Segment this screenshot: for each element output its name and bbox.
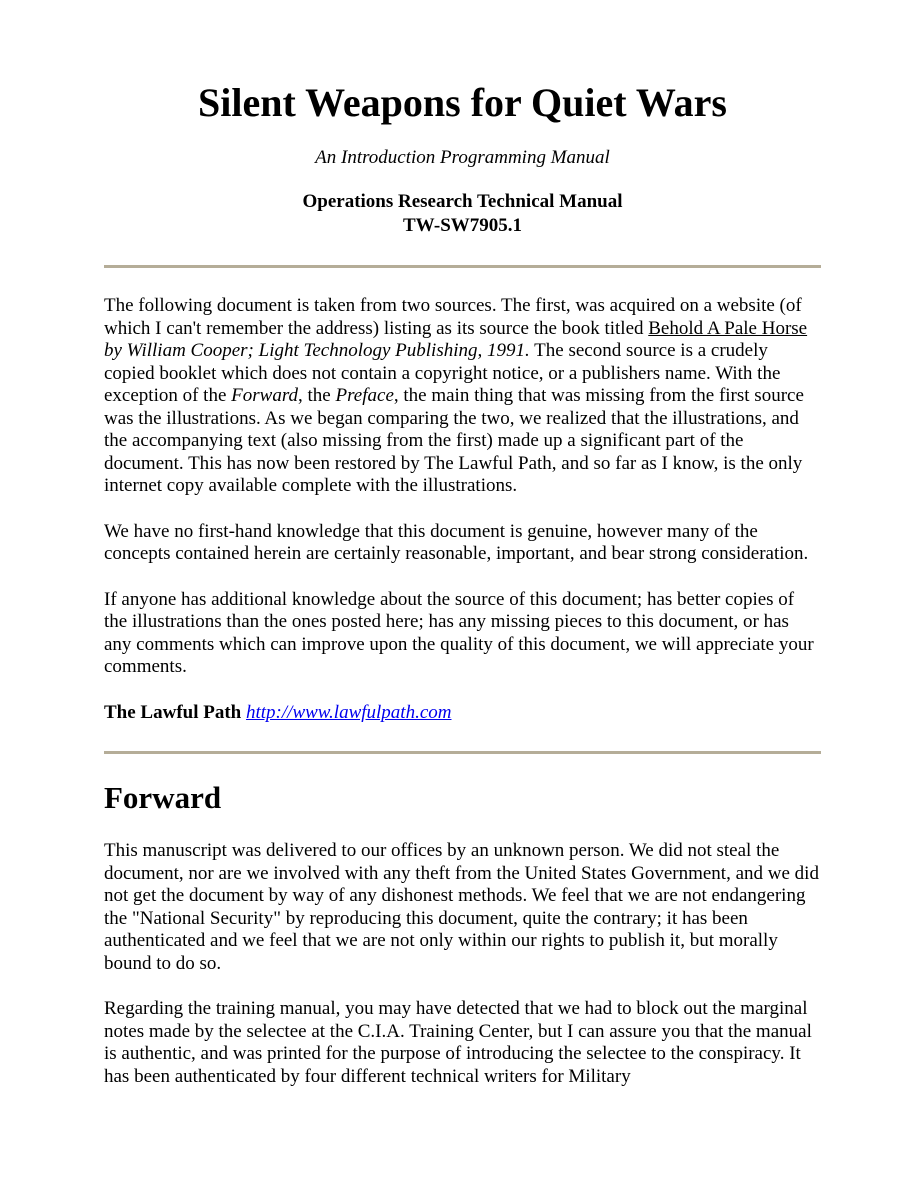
intro-text-part4: , the main thing that was missing from the first source was the illustrations. As we began comparing the two, we realized that the illustrations, and the accompanying text (also missing from the first) made up a significant part of the document. This has now been restored by The Lawful Path, and so far as I know, is the only internet copy available complete with the illustrations. [104,385,804,496]
forward-heading: Forward [104,780,222,815]
signature-line [104,702,821,725]
intro-paragraph-genuine: We have no first-hand knowledge that this document is genuine, however many of the concepts contained herein are certainly reasonable, important, and bear strong consideration. [104,520,809,564]
intro-text-part3: , the [298,385,336,406]
signature-name: The Lawful Path [104,701,242,723]
forward-paragraph-training-manual: Regarding the training manual, you may have detected that we had to block out the marginal notes made by the selectee at the C.I.A. Training Center, but I can assure you that the manual is authentic, and was printed for the purpose of introducing the selectee to the conspiracy. It has been authenticated by four different technical writers for Military [104,998,812,1087]
forward-word: Forward [231,385,299,406]
manual-designation [104,190,821,238]
document-title: Silent Weapons for Quiet Wars [198,80,727,125]
intro-text-part1: The following document is taken from two sources. The first, was acquired on a website (of which I can't remember the address) listing as its source the book titled [104,295,802,339]
forward-paragraph-delivery: This manuscript was delivered to our offices by an unknown person. We did not steal the document, nor are we involved with any theft from the United States Government, and we did not get the document by way of any dishonest methods. We feel that we are not endangering the "National Security" by reproducing this document, quite the contrary; it has been authenticated and we feel that we are not only within our rights to publish it, but morally bound to do so. [104,840,819,974]
manual-name: Operations Research Technical Manual [302,191,623,212]
document-subtitle: An Introduction Programming Manual [315,147,610,168]
section-divider [104,751,821,754]
section-divider [104,265,821,268]
manual-number: TW-SW7905.1 [402,215,523,236]
preface-word: Preface [335,385,394,406]
intro-text-part2: The second source is a crudely copied booklet which does not contain a copyright notice, or a publishers name. With the exception of the [104,340,781,406]
lawfulpath-link[interactable]: http://www.lawfulpath.com [246,701,452,723]
book-title: Behold A Pale Horse [648,317,808,339]
intro-paragraph-sources [104,295,821,498]
intro-paragraph-request: If anyone has additional knowledge about the source of this document; has better copies of the illustrations than the ones posted here; has any missing pieces to this document, or has any comments which can improve upon the quality of this document, we will appreciate your comments. [104,588,814,677]
book-credit: by William Cooper; Light Technology Publishing, 1991. [104,340,530,361]
